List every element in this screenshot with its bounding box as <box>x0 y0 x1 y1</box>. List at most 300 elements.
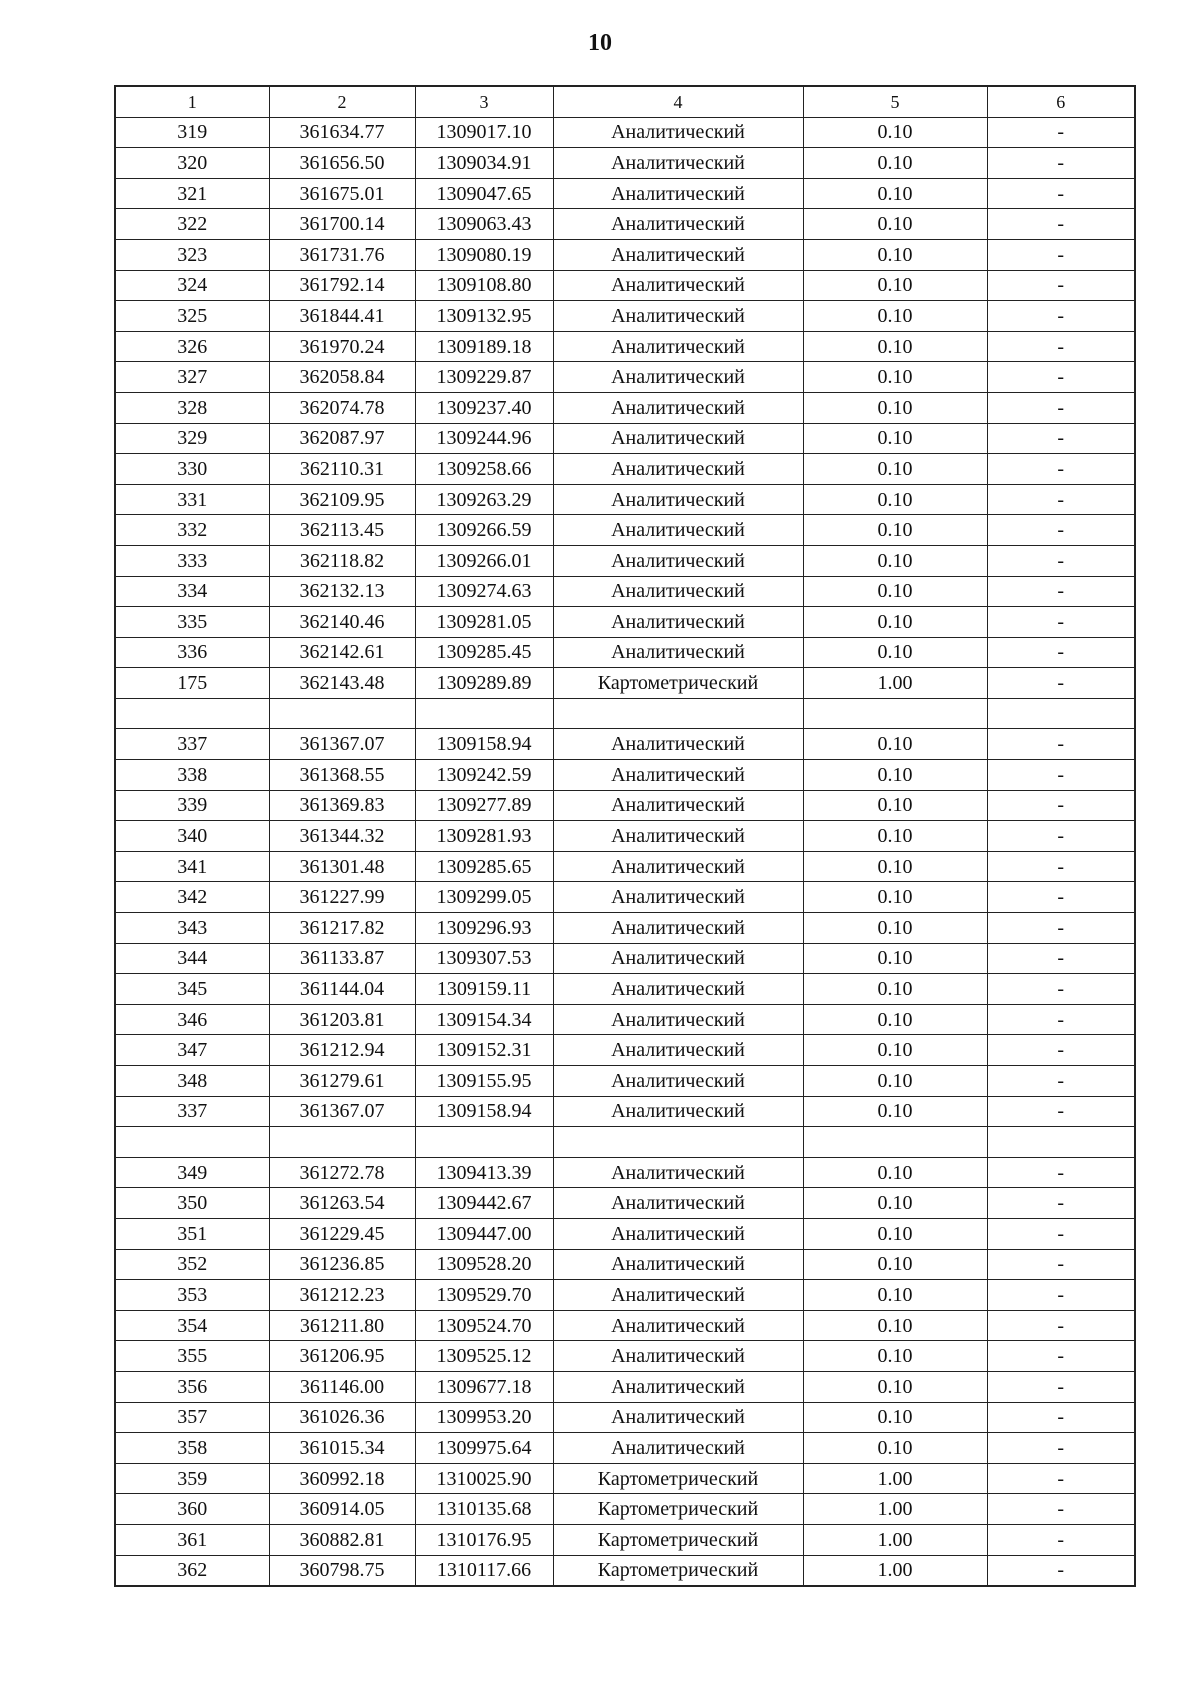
page-number: 10 <box>588 30 612 56</box>
accuracy-cell: 0.10 <box>803 729 987 760</box>
method-cell: Аналитический <box>553 392 803 423</box>
y-coordinate-cell: 1309189.18 <box>415 331 553 362</box>
table-row <box>115 882 1135 913</box>
method-cell: Аналитический <box>553 913 803 944</box>
method-cell <box>553 698 803 729</box>
x-coordinate-cell: 361144.04 <box>269 974 415 1005</box>
table-row <box>115 484 1135 515</box>
description-cell: - <box>987 637 1135 668</box>
accuracy-cell: 0.10 <box>803 1035 987 1066</box>
description-cell: - <box>987 1310 1135 1341</box>
method-cell: Картометрический <box>553 1524 803 1555</box>
x-coordinate-cell: 361146.00 <box>269 1371 415 1402</box>
table-row <box>115 1035 1135 1066</box>
table-row <box>115 1249 1135 1280</box>
point-number-cell: 329 <box>115 423 269 454</box>
table-row <box>115 851 1135 882</box>
y-coordinate-cell: 1309080.19 <box>415 239 553 270</box>
point-number-cell: 357 <box>115 1402 269 1433</box>
accuracy-cell: 0.10 <box>803 851 987 882</box>
y-coordinate-cell: 1309258.66 <box>415 454 553 485</box>
point-number-cell: 321 <box>115 178 269 209</box>
description-cell: - <box>987 576 1135 607</box>
description-cell: - <box>987 484 1135 515</box>
y-coordinate-cell: 1309152.31 <box>415 1035 553 1066</box>
point-number-cell: 347 <box>115 1035 269 1066</box>
method-cell: Аналитический <box>553 362 803 393</box>
method-cell: Аналитический <box>553 729 803 760</box>
method-cell: Аналитический <box>553 515 803 546</box>
x-coordinate-cell: 361301.48 <box>269 851 415 882</box>
point-number-cell <box>115 1127 269 1158</box>
method-cell: Аналитический <box>553 1218 803 1249</box>
point-number-cell: 337 <box>115 729 269 760</box>
table-row <box>115 790 1135 821</box>
accuracy-cell: 0.10 <box>803 1280 987 1311</box>
column-header: 4 <box>553 86 803 117</box>
accuracy-cell: 0.10 <box>803 974 987 1005</box>
description-cell: - <box>987 760 1135 791</box>
table-row <box>115 423 1135 454</box>
accuracy-cell: 0.10 <box>803 1188 987 1219</box>
y-coordinate-cell: 1309277.89 <box>415 790 553 821</box>
method-cell: Картометрический <box>553 668 803 699</box>
y-coordinate-cell: 1310176.95 <box>415 1524 553 1555</box>
point-number-cell: 353 <box>115 1280 269 1311</box>
table-row <box>115 1524 1135 1555</box>
x-coordinate-cell <box>269 698 415 729</box>
method-cell: Аналитический <box>553 545 803 576</box>
method-cell: Аналитический <box>553 1249 803 1280</box>
point-number-cell: 322 <box>115 209 269 240</box>
x-coordinate-cell: 361656.50 <box>269 148 415 179</box>
table-row <box>115 1433 1135 1464</box>
y-coordinate-cell <box>415 698 553 729</box>
x-coordinate-cell: 362058.84 <box>269 362 415 393</box>
point-number-cell: 330 <box>115 454 269 485</box>
column-header: 2 <box>269 86 415 117</box>
y-coordinate-cell: 1309285.45 <box>415 637 553 668</box>
table-row <box>115 821 1135 852</box>
point-number-cell: 342 <box>115 882 269 913</box>
method-cell: Аналитический <box>553 1280 803 1311</box>
description-cell: - <box>987 270 1135 301</box>
accuracy-cell: 0.10 <box>803 943 987 974</box>
accuracy-cell: 0.10 <box>803 1402 987 1433</box>
method-cell: Аналитический <box>553 1096 803 1127</box>
accuracy-cell: 0.10 <box>803 301 987 332</box>
point-number-cell: 323 <box>115 239 269 270</box>
description-cell: - <box>987 545 1135 576</box>
x-coordinate-cell: 361236.85 <box>269 1249 415 1280</box>
accuracy-cell: 0.10 <box>803 484 987 515</box>
y-coordinate-cell: 1309047.65 <box>415 178 553 209</box>
accuracy-cell: 0.10 <box>803 545 987 576</box>
method-cell: Аналитический <box>553 148 803 179</box>
accuracy-cell <box>803 1127 987 1158</box>
column-header: 1 <box>115 86 269 117</box>
point-number-cell: 337 <box>115 1096 269 1127</box>
description-cell: - <box>987 239 1135 270</box>
description-cell <box>987 1127 1135 1158</box>
table-row <box>115 1371 1135 1402</box>
x-coordinate-cell: 362109.95 <box>269 484 415 515</box>
table-row <box>115 1494 1135 1525</box>
column-header: 6 <box>987 86 1135 117</box>
method-cell: Аналитический <box>553 1035 803 1066</box>
y-coordinate-cell: 1309017.10 <box>415 117 553 148</box>
point-number-cell: 346 <box>115 1004 269 1035</box>
method-cell: Аналитический <box>553 1371 803 1402</box>
table-row <box>115 117 1135 148</box>
description-cell: - <box>987 851 1135 882</box>
x-coordinate-cell: 361844.41 <box>269 301 415 332</box>
accuracy-cell: 1.00 <box>803 1555 987 1586</box>
y-coordinate-cell: 1309296.93 <box>415 913 553 944</box>
accuracy-cell: 0.10 <box>803 270 987 301</box>
method-cell: Аналитический <box>553 1004 803 1035</box>
x-coordinate-cell: 361367.07 <box>269 729 415 760</box>
table-row <box>115 576 1135 607</box>
table-row <box>115 760 1135 791</box>
y-coordinate-cell: 1309281.93 <box>415 821 553 852</box>
y-coordinate-cell: 1309266.01 <box>415 545 553 576</box>
x-coordinate-cell: 361368.55 <box>269 760 415 791</box>
table-row <box>115 1004 1135 1035</box>
separator-row <box>115 698 1135 729</box>
method-cell <box>553 1127 803 1158</box>
method-cell: Аналитический <box>553 637 803 668</box>
y-coordinate-cell: 1309244.96 <box>415 423 553 454</box>
x-coordinate-cell: 362074.78 <box>269 392 415 423</box>
y-coordinate-cell: 1309266.59 <box>415 515 553 546</box>
point-number-cell: 338 <box>115 760 269 791</box>
accuracy-cell: 0.10 <box>803 607 987 638</box>
point-number-cell: 355 <box>115 1341 269 1372</box>
method-cell: Аналитический <box>553 1188 803 1219</box>
description-cell: - <box>987 117 1135 148</box>
column-header: 3 <box>415 86 553 117</box>
method-cell: Аналитический <box>553 117 803 148</box>
table-row <box>115 1402 1135 1433</box>
accuracy-cell: 0.10 <box>803 454 987 485</box>
y-coordinate-cell: 1309447.00 <box>415 1218 553 1249</box>
table-row <box>115 637 1135 668</box>
description-cell: - <box>987 1157 1135 1188</box>
accuracy-cell: 0.10 <box>803 790 987 821</box>
description-cell: - <box>987 1402 1135 1433</box>
accuracy-cell: 0.10 <box>803 821 987 852</box>
description-cell: - <box>987 1280 1135 1311</box>
x-coordinate-cell: 362140.46 <box>269 607 415 638</box>
method-cell: Картометрический <box>553 1494 803 1525</box>
method-cell: Аналитический <box>553 454 803 485</box>
x-coordinate-cell: 361026.36 <box>269 1402 415 1433</box>
x-coordinate-cell: 361263.54 <box>269 1188 415 1219</box>
description-cell: - <box>987 790 1135 821</box>
point-number-cell: 335 <box>115 607 269 638</box>
method-cell: Аналитический <box>553 943 803 974</box>
y-coordinate-cell: 1309528.20 <box>415 1249 553 1280</box>
x-coordinate-cell: 361212.23 <box>269 1280 415 1311</box>
x-coordinate-cell: 361700.14 <box>269 209 415 240</box>
point-number-cell: 344 <box>115 943 269 974</box>
method-cell: Аналитический <box>553 882 803 913</box>
point-number-cell: 334 <box>115 576 269 607</box>
y-coordinate-cell: 1309154.34 <box>415 1004 553 1035</box>
description-cell: - <box>987 1463 1135 1494</box>
method-cell: Аналитический <box>553 821 803 852</box>
y-coordinate-cell: 1309307.53 <box>415 943 553 974</box>
method-cell: Аналитический <box>553 851 803 882</box>
accuracy-cell: 1.00 <box>803 1463 987 1494</box>
table-row <box>115 1341 1135 1372</box>
point-number-cell: 340 <box>115 821 269 852</box>
y-coordinate-cell: 1309525.12 <box>415 1341 553 1372</box>
y-coordinate-cell: 1309242.59 <box>415 760 553 791</box>
description-cell: - <box>987 1341 1135 1372</box>
x-coordinate-cell: 362113.45 <box>269 515 415 546</box>
table-row <box>115 239 1135 270</box>
method-cell: Аналитический <box>553 974 803 1005</box>
description-cell: - <box>987 515 1135 546</box>
description-cell: - <box>987 331 1135 362</box>
method-cell: Аналитический <box>553 331 803 362</box>
x-coordinate-cell: 361206.95 <box>269 1341 415 1372</box>
point-number-cell: 360 <box>115 1494 269 1525</box>
point-number-cell: 325 <box>115 301 269 332</box>
table-row <box>115 668 1135 699</box>
point-number-cell: 339 <box>115 790 269 821</box>
description-cell: - <box>987 943 1135 974</box>
y-coordinate-cell: 1310135.68 <box>415 1494 553 1525</box>
table-row <box>115 454 1135 485</box>
description-cell: - <box>987 1035 1135 1066</box>
accuracy-cell: 0.10 <box>803 1004 987 1035</box>
accuracy-cell: 0.10 <box>803 117 987 148</box>
table-row <box>115 545 1135 576</box>
description-cell: - <box>987 148 1135 179</box>
x-coordinate-cell: 361229.45 <box>269 1218 415 1249</box>
point-number-cell: 333 <box>115 545 269 576</box>
method-cell: Аналитический <box>553 607 803 638</box>
y-coordinate-cell: 1309413.39 <box>415 1157 553 1188</box>
y-coordinate-cell: 1309289.89 <box>415 668 553 699</box>
point-number-cell: 359 <box>115 1463 269 1494</box>
x-coordinate-cell: 361344.32 <box>269 821 415 852</box>
point-number-cell: 352 <box>115 1249 269 1280</box>
table-row <box>115 1463 1135 1494</box>
description-cell: - <box>987 1433 1135 1464</box>
accuracy-cell: 0.10 <box>803 1341 987 1372</box>
x-coordinate-cell: 362110.31 <box>269 454 415 485</box>
description-cell: - <box>987 454 1135 485</box>
accuracy-cell: 0.10 <box>803 392 987 423</box>
x-coordinate-cell: 361970.24 <box>269 331 415 362</box>
x-coordinate-cell <box>269 1127 415 1158</box>
point-number-cell: 349 <box>115 1157 269 1188</box>
description-cell <box>987 698 1135 729</box>
method-cell: Аналитический <box>553 239 803 270</box>
point-number-cell: 348 <box>115 1066 269 1097</box>
table-row <box>115 1218 1135 1249</box>
method-cell: Аналитический <box>553 270 803 301</box>
description-cell: - <box>987 1249 1135 1280</box>
x-coordinate-cell: 362143.48 <box>269 668 415 699</box>
x-coordinate-cell: 362087.97 <box>269 423 415 454</box>
x-coordinate-cell: 361217.82 <box>269 913 415 944</box>
x-coordinate-cell: 361203.81 <box>269 1004 415 1035</box>
accuracy-cell: 0.10 <box>803 1096 987 1127</box>
table-row <box>115 362 1135 393</box>
description-cell: - <box>987 1188 1135 1219</box>
y-coordinate-cell: 1309529.70 <box>415 1280 553 1311</box>
table-row <box>115 943 1135 974</box>
x-coordinate-cell: 361675.01 <box>269 178 415 209</box>
header-row <box>115 86 1135 117</box>
x-coordinate-cell: 362132.13 <box>269 576 415 607</box>
y-coordinate-cell: 1309159.11 <box>415 974 553 1005</box>
description-cell: - <box>987 209 1135 240</box>
accuracy-cell: 0.10 <box>803 148 987 179</box>
method-cell: Аналитический <box>553 1066 803 1097</box>
y-coordinate-cell: 1310025.90 <box>415 1463 553 1494</box>
description-cell: - <box>987 1524 1135 1555</box>
accuracy-cell: 0.10 <box>803 1218 987 1249</box>
method-cell: Аналитический <box>553 1433 803 1464</box>
y-coordinate-cell <box>415 1127 553 1158</box>
description-cell: - <box>987 1494 1135 1525</box>
method-cell: Аналитический <box>553 209 803 240</box>
point-number-cell <box>115 698 269 729</box>
y-coordinate-cell: 1309263.29 <box>415 484 553 515</box>
accuracy-cell: 0.10 <box>803 1157 987 1188</box>
description-cell: - <box>987 362 1135 393</box>
point-number-cell: 336 <box>115 637 269 668</box>
point-number-cell: 356 <box>115 1371 269 1402</box>
accuracy-cell: 0.10 <box>803 1310 987 1341</box>
point-number-cell: 326 <box>115 331 269 362</box>
point-number-cell: 327 <box>115 362 269 393</box>
accuracy-cell: 0.10 <box>803 576 987 607</box>
method-cell: Аналитический <box>553 301 803 332</box>
y-coordinate-cell: 1309524.70 <box>415 1310 553 1341</box>
separator-row <box>115 1127 1135 1158</box>
accuracy-cell: 0.10 <box>803 1371 987 1402</box>
point-number-cell: 331 <box>115 484 269 515</box>
point-number-cell: 319 <box>115 117 269 148</box>
description-cell: - <box>987 1096 1135 1127</box>
table-row <box>115 1066 1135 1097</box>
description-cell: - <box>987 913 1135 944</box>
point-number-cell: 345 <box>115 974 269 1005</box>
table-row <box>115 178 1135 209</box>
accuracy-cell: 0.10 <box>803 1433 987 1464</box>
y-coordinate-cell: 1309281.05 <box>415 607 553 638</box>
y-coordinate-cell: 1309158.94 <box>415 1096 553 1127</box>
method-cell: Аналитический <box>553 1157 803 1188</box>
table-row <box>115 913 1135 944</box>
table-row <box>115 148 1135 179</box>
table-body <box>115 117 1135 1586</box>
point-number-cell: 351 <box>115 1218 269 1249</box>
y-coordinate-cell: 1309442.67 <box>415 1188 553 1219</box>
accuracy-cell: 0.10 <box>803 637 987 668</box>
accuracy-cell: 0.10 <box>803 882 987 913</box>
x-coordinate-cell: 361211.80 <box>269 1310 415 1341</box>
method-cell: Аналитический <box>553 1341 803 1372</box>
method-cell: Аналитический <box>553 576 803 607</box>
method-cell: Картометрический <box>553 1555 803 1586</box>
description-cell: - <box>987 729 1135 760</box>
x-coordinate-cell: 360914.05 <box>269 1494 415 1525</box>
accuracy-cell <box>803 698 987 729</box>
accuracy-cell: 0.10 <box>803 209 987 240</box>
point-number-cell: 343 <box>115 913 269 944</box>
description-cell: - <box>987 1004 1135 1035</box>
x-coordinate-cell: 361634.77 <box>269 117 415 148</box>
y-coordinate-cell: 1309229.87 <box>415 362 553 393</box>
description-cell: - <box>987 178 1135 209</box>
table-row <box>115 1157 1135 1188</box>
table-row <box>115 209 1135 240</box>
table-row <box>115 1555 1135 1586</box>
table-row <box>115 1310 1135 1341</box>
y-coordinate-cell: 1309132.95 <box>415 301 553 332</box>
x-coordinate-cell: 360992.18 <box>269 1463 415 1494</box>
point-number-cell: 350 <box>115 1188 269 1219</box>
method-cell: Аналитический <box>553 484 803 515</box>
coordinates-table <box>114 85 1136 1587</box>
method-cell: Аналитический <box>553 790 803 821</box>
table-row <box>115 1188 1135 1219</box>
table-row <box>115 729 1135 760</box>
method-cell: Аналитический <box>553 1402 803 1433</box>
x-coordinate-cell: 362118.82 <box>269 545 415 576</box>
description-cell: - <box>987 974 1135 1005</box>
point-number-cell: 341 <box>115 851 269 882</box>
description-cell: - <box>987 821 1135 852</box>
accuracy-cell: 0.10 <box>803 1249 987 1280</box>
table-row <box>115 392 1135 423</box>
accuracy-cell: 0.10 <box>803 515 987 546</box>
table-row <box>115 607 1135 638</box>
y-coordinate-cell: 1309677.18 <box>415 1371 553 1402</box>
x-coordinate-cell: 361227.99 <box>269 882 415 913</box>
description-cell: - <box>987 607 1135 638</box>
method-cell: Аналитический <box>553 1310 803 1341</box>
description-cell: - <box>987 1066 1135 1097</box>
y-coordinate-cell: 1309063.43 <box>415 209 553 240</box>
description-cell: - <box>987 1555 1135 1586</box>
method-cell: Картометрический <box>553 1463 803 1494</box>
x-coordinate-cell: 361731.76 <box>269 239 415 270</box>
x-coordinate-cell: 361792.14 <box>269 270 415 301</box>
accuracy-cell: 1.00 <box>803 1524 987 1555</box>
point-number-cell: 324 <box>115 270 269 301</box>
x-coordinate-cell: 361133.87 <box>269 943 415 974</box>
point-number-cell: 332 <box>115 515 269 546</box>
y-coordinate-cell: 1309274.63 <box>415 576 553 607</box>
method-cell: Аналитический <box>553 178 803 209</box>
accuracy-cell: 0.10 <box>803 913 987 944</box>
description-cell: - <box>987 1218 1135 1249</box>
accuracy-cell: 0.10 <box>803 362 987 393</box>
point-number-cell: 361 <box>115 1524 269 1555</box>
description-cell: - <box>987 392 1135 423</box>
x-coordinate-cell: 362142.61 <box>269 637 415 668</box>
point-number-cell: 320 <box>115 148 269 179</box>
